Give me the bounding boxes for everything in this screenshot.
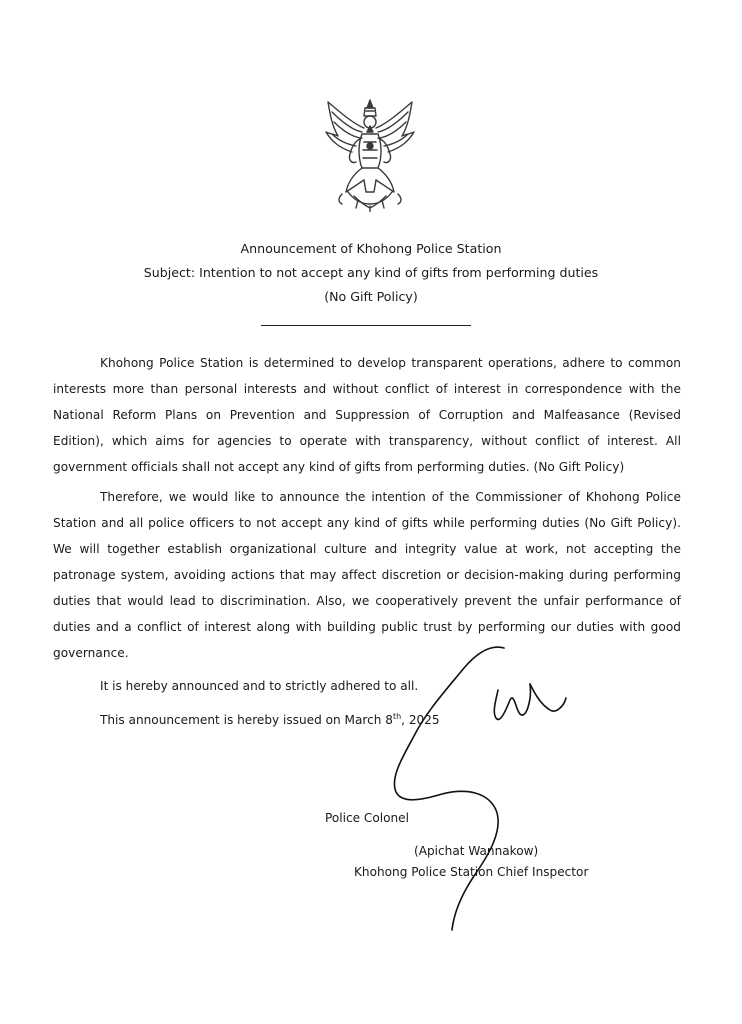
issue-date-ordinal: th [392, 711, 402, 721]
body-paragraph-1: Khohong Police Station is determined to develop transparent operations, adhere to common interests more than personal interests and without conflict of interest in correspondence with the National Reform Plans on Prevention and Suppression of Corruption and Malfeasance (Revised Edition), which aims for agencies to operate with transparency, without conflict of interest. All government officials shall not accept any kind of gifts from performing duties. (No Gift Policy) [53, 356, 681, 474]
garuda-emblem-icon [318, 96, 422, 212]
issue-date-prefix: This announcement is hereby issued on March 8 [100, 713, 393, 727]
signatory-rank: Police Colonel [325, 811, 409, 825]
announcement-title: Announcement of Khohong Police Station [240, 241, 502, 256]
body-paragraph-2: Therefore, we would like to announce the intention of the Commissioner of Khohong Police Station and all police officers to not accept any kind of gifts while performing duties (No Gift Policy). We will together establish organizational culture and integrity value at work, not accepting the patronage system, avoiding actions that may affect discretion or decision-making during performing duties that would lead to discrimination. Also, we cooperatively prevent the unfair performance of duties and a conflict of interest along with building public trust by performing our duties with good governance. [53, 490, 681, 660]
heading-divider [261, 325, 471, 326]
issue-date-suffix: , 2025 [401, 713, 440, 727]
closing-statement: It is hereby announced and to strictly adhered to all. [100, 679, 419, 693]
signatory-name: (Apichat Wannakow) [414, 844, 539, 858]
announcement-subject: Subject: Intention to not accept any kind of gifts from performing duties [143, 265, 599, 280]
signatory-position: Khohong Police Station Chief Inspector [354, 865, 589, 879]
policy-name: (No Gift Policy) [324, 289, 418, 304]
handwritten-signature-icon [380, 640, 580, 940]
